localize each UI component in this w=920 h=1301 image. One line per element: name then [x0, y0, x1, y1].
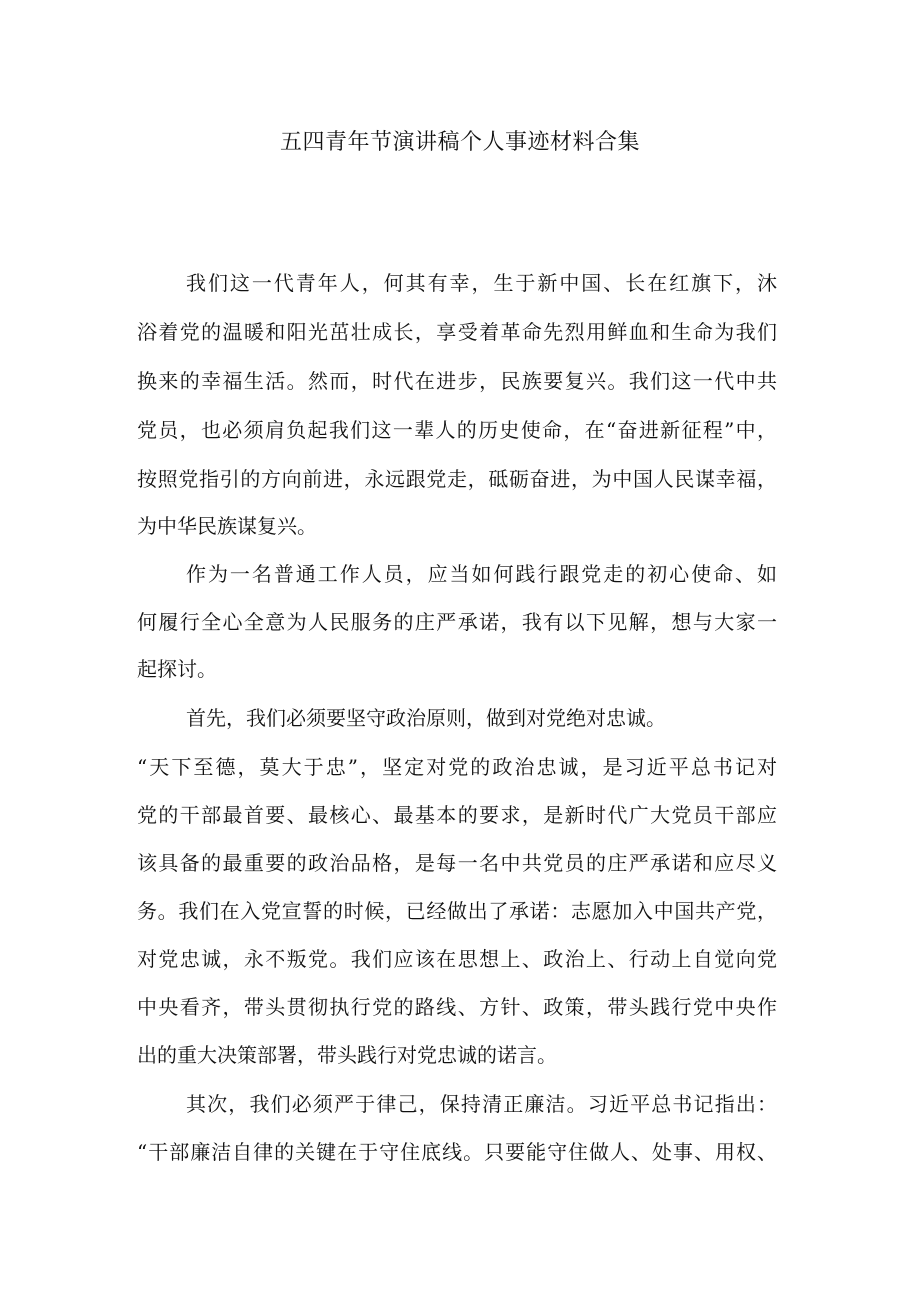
paragraph-line: 出的重大决策部署，带头践行对党忠诚的诺言。: [137, 1043, 557, 1067]
paragraph-line: 浴着党的温暖和阳光茁壮成长，享受着革命先烈用鲜血和生命为我们: [137, 320, 777, 344]
document-title: 五四青年节演讲稿个人事迹材料合集: [279, 130, 640, 155]
paragraph-line: 按照党指引的方向前进，永远跟党走，砥砺奋进，为中国人民谋幸福，: [137, 467, 777, 491]
paragraph-line: 何履行全心全意为人民服务的庄严承诺，我有以下见解，想与大家一: [137, 610, 777, 634]
paragraph-line: 起探讨。: [137, 657, 217, 681]
paragraph-line: “干部廉洁自律的关键在于守住底线。只要能守住做人、处事、用权、: [137, 1140, 777, 1164]
paragraph-line: 作为一名普通工作人员，应当如何践行跟党走的初心使命、如: [186, 562, 777, 586]
paragraph-line: 该具备的最重要的政治品格，是每一名中共党员的庄严承诺和应尽义: [137, 851, 777, 875]
paragraph-line: 我们这一代青年人，何其有幸，生于新中国、长在红旗下，沐: [186, 271, 777, 295]
paragraph-line: 党员，也必须肩负起我们这一辈人的历史使命，在“奋进新征程”中，: [137, 418, 777, 442]
paragraph-line: 其次，我们必须严于律己，保持清正廉洁。习近平总书记指出：: [186, 1092, 777, 1116]
paragraph-line: 为中华民族谋复兴。: [137, 514, 317, 538]
paragraph-line: 换来的幸福生活。然而，时代在进步，民族要复兴。我们这一代中共: [137, 369, 777, 393]
paragraph-line: 中央看齐，带头贯彻执行党的路线、方针、政策，带头践行党中央作: [137, 995, 777, 1019]
paragraph-line: 对党忠诚，永不叛党。我们应该在思想上、政治上、行动上自觉向党: [137, 947, 777, 971]
paragraph-line: 务。我们在入党宣誓的时候，已经做出了承诺：志愿加入中国共产党，: [137, 899, 777, 923]
paragraph-line: “天下至德，莫大于忠”，坚定对党的政治忠诚，是习近平总书记对: [137, 755, 777, 779]
paragraph-line: 党的干部最首要、最核心、最基本的要求，是新时代广大党员干部应: [137, 803, 777, 827]
paragraph-line: 首先，我们必须要坚守政治原则，做到对党绝对忠诚。: [186, 706, 666, 730]
